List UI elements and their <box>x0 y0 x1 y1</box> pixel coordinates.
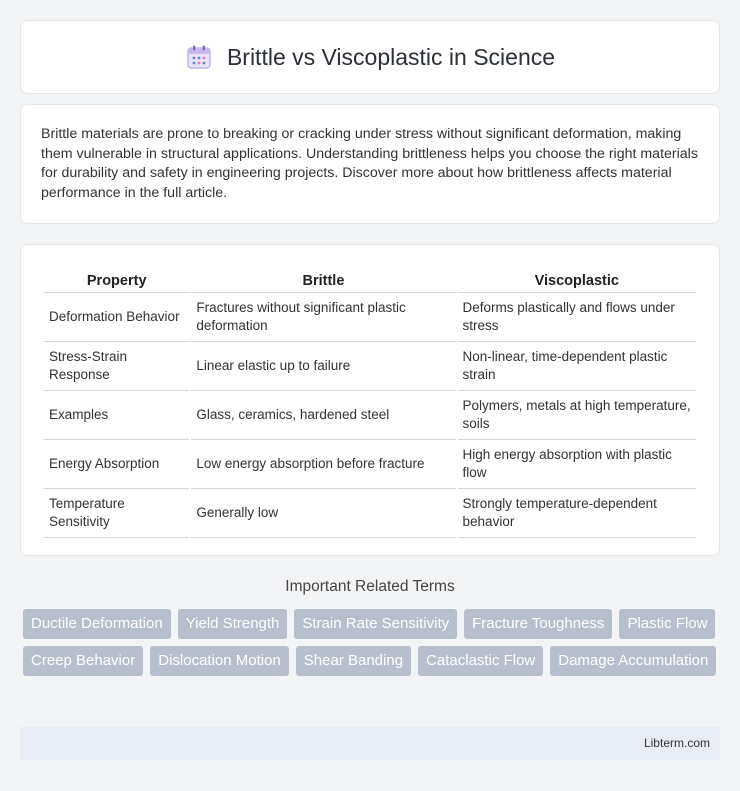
cell-property: Examples <box>44 391 189 440</box>
table-row <box>44 489 696 538</box>
cell-property: Deformation Behavior <box>44 293 189 342</box>
term-tag[interactable]: Damage Accumulation <box>550 646 716 676</box>
term-tag[interactable]: Cataclastic Flow <box>418 646 543 676</box>
intro-card <box>20 104 720 224</box>
cell-brittle: Glass, ceramics, hardened steel <box>191 391 455 440</box>
term-tag[interactable]: Ductile Deformation <box>23 609 171 639</box>
intro-text: Brittle materials are prone to breaking or cracking under stress without significant deformation, making them vulnerable in structural applications. Understanding brittleness helps you choose the right materials for durability and safety in engineering projects. Discover more about how brittleness affects material performance in the full article. <box>41 126 698 201</box>
table-row <box>44 293 696 342</box>
cell-viscoplastic: Deforms plastically and flows under stress <box>458 293 696 342</box>
cell-viscoplastic: High energy absorption with plastic flow <box>458 440 696 489</box>
term-tag[interactable]: Yield Strength <box>178 609 288 639</box>
term-tag[interactable]: Strain Rate Sensitivity <box>294 609 457 639</box>
related-terms-list <box>23 609 723 676</box>
cell-viscoplastic: Polymers, metals at high temperature, soils <box>458 391 696 440</box>
term-tag[interactable]: Dislocation Motion <box>150 646 289 676</box>
comparison-table <box>42 263 698 538</box>
calendar-icon <box>185 43 213 71</box>
table-row <box>44 342 696 391</box>
table-row <box>44 440 696 489</box>
cell-viscoplastic: Non-linear, time-dependent plastic strain <box>458 342 696 391</box>
cell-property: Energy Absorption <box>44 440 189 489</box>
related-terms-title: Important Related Terms <box>285 578 455 595</box>
header-brittle: Brittle <box>191 263 455 293</box>
cell-brittle: Linear elastic up to failure <box>191 342 455 391</box>
footer-brand[interactable]: Libterm.com <box>643 736 710 750</box>
comparison-card <box>20 244 720 556</box>
cell-property: Temperature Sensitivity <box>44 489 189 538</box>
footer <box>20 727 720 760</box>
table-header-row <box>44 263 696 293</box>
term-tag[interactable]: Plastic Flow <box>619 609 715 639</box>
cell-property: Stress-Strain Response <box>44 342 189 391</box>
term-tag[interactable]: Fracture Toughness <box>464 609 612 639</box>
cell-brittle: Generally low <box>191 489 455 538</box>
cell-viscoplastic: Strongly temperature-dependent behavior <box>458 489 696 538</box>
cell-brittle: Fractures without significant plastic deformation <box>191 293 455 342</box>
header-viscoplastic: Viscoplastic <box>458 263 696 293</box>
cell-brittle: Low energy absorption before fracture <box>191 440 455 489</box>
table-row <box>44 391 696 440</box>
page-title: Brittle vs Viscoplastic in Science <box>226 43 556 70</box>
term-tag[interactable]: Creep Behavior <box>23 646 143 676</box>
title-wrap <box>185 43 555 71</box>
header-property: Property <box>44 263 189 293</box>
term-tag[interactable]: Shear Banding <box>296 646 411 676</box>
header-card <box>20 20 720 94</box>
